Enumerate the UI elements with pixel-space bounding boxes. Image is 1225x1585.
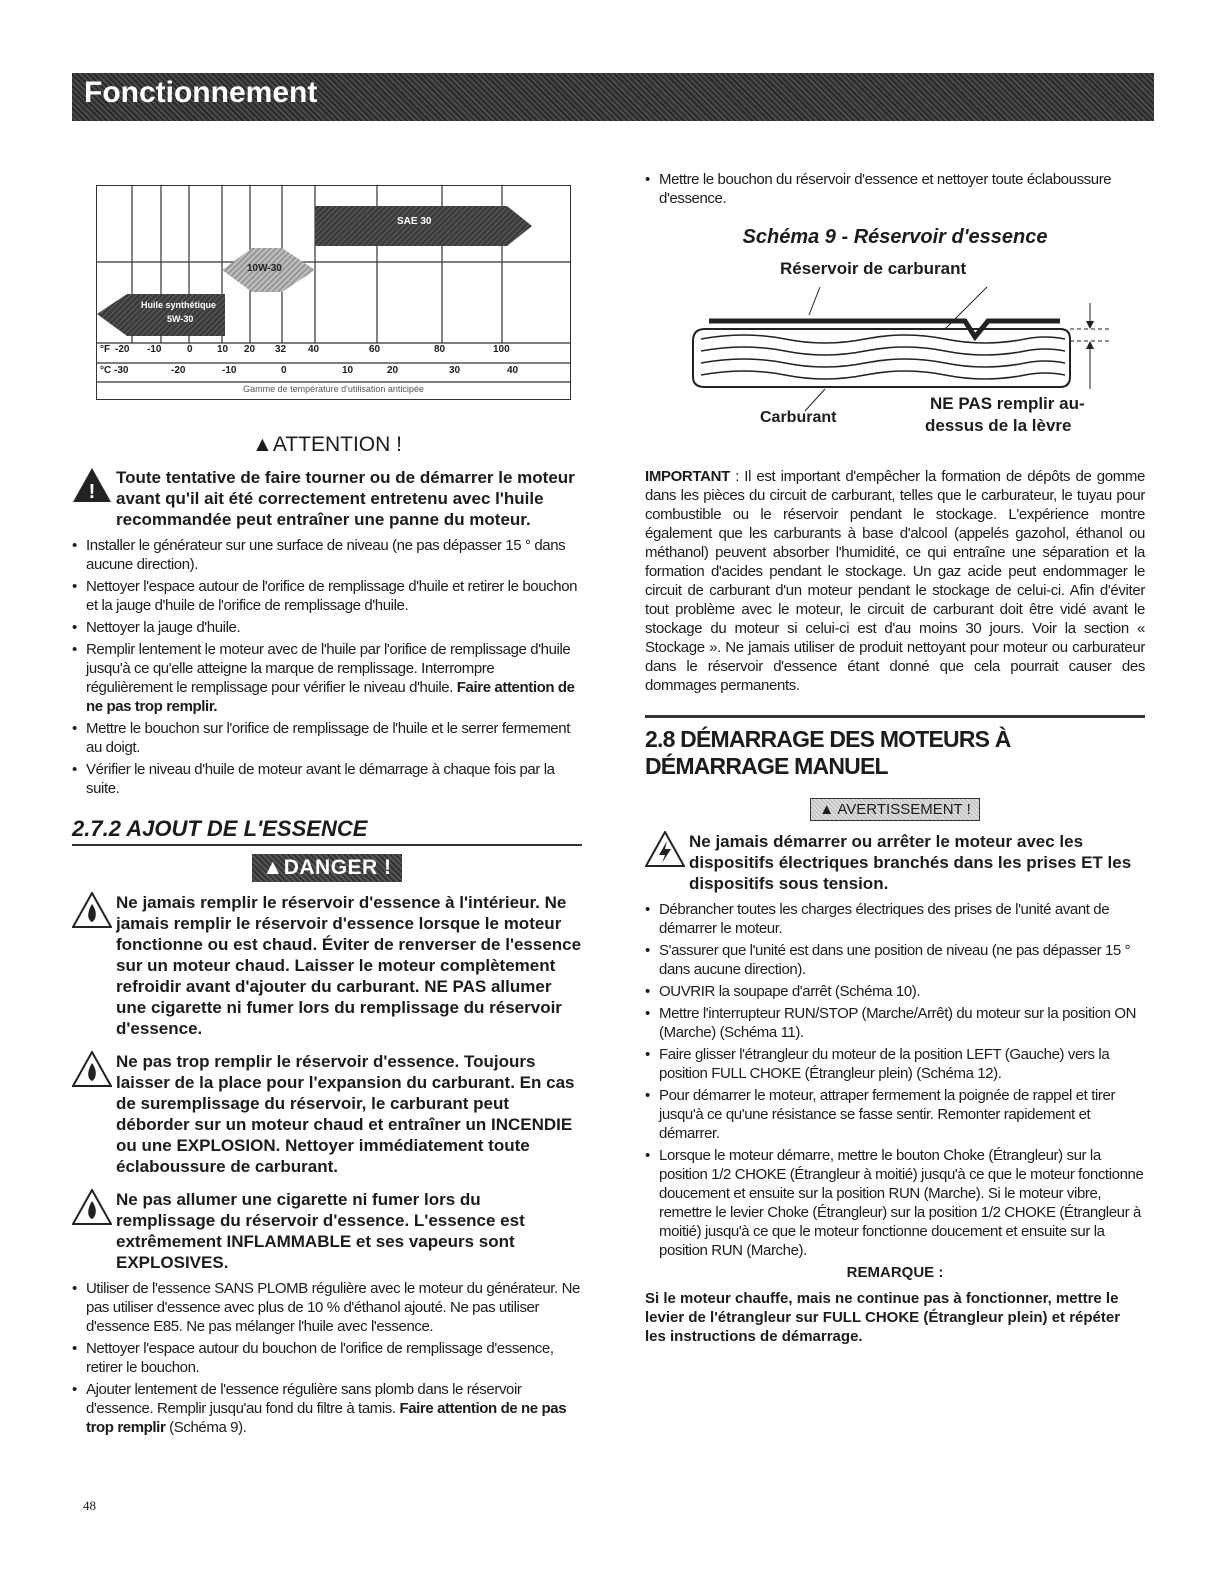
cap-bullets: [645, 170, 1145, 208]
banner-title: Fonctionnement: [84, 76, 318, 109]
c-tick: 40: [507, 365, 519, 376]
right-column: [645, 170, 1145, 1346]
list-item: • OUVRIR la soupape d'arrêt (Schéma 10).: [645, 982, 1145, 1001]
list-item: • Installer le générateur sur une surface de niveau (ne pas dépasser 15 ° dans aucune direction).: [72, 536, 582, 574]
list-item: • Nettoyer la jauge d'huile.: [72, 618, 582, 637]
fuel-label: Carburant: [760, 409, 837, 426]
warning-triangle-icon: ▲: [819, 801, 835, 818]
start-bullets: [645, 900, 1145, 1260]
electrical-warning-text: Ne jamais démarrer ou arrêter le moteur avec les dispositifs électriques branchés dans les prises ET les dispositifs sous tension.: [689, 832, 1132, 893]
synthetic-5w30-label: 5W-30: [167, 314, 194, 324]
c-tick: -10: [222, 365, 237, 376]
c-tick: 0: [281, 365, 287, 376]
danger-label-text: DANGER !: [283, 856, 392, 879]
last-bullet-bold: Faire attention de ne pas trop remplir: [86, 1400, 567, 1436]
list-item: • Lorsque le moteur démarre, mettre le bouton Choke (Étrangleur) sur la position 1/2 CHOKE (Étrangleur à moitié) jusqu'à ce que le moteur fonctionne doucement et ensuite sur la position RUN (Marche). Si le moteur vibre, remettre le levier Choke (Étrangleur) sur la position 1/2 CHOKE (Étrangleur à moitié) jusqu'à ce que le moteur fonctionne doucement et ensuite sur la position RUN (Marche).: [645, 1146, 1145, 1260]
section-banner: [72, 73, 1154, 121]
section-28-title: 2.8 DÉMARRAGE DES MOTEURS À DÉMARRAGE MANUEL: [645, 726, 1011, 779]
left-column: [72, 185, 582, 1440]
attention-warning-text: Toute tentative de faire tourner ou de démarrer le moteur avant qu'il ait été correctement entretenu avec l'huile recommandée peut entraîner une panne du moteur.: [116, 468, 575, 529]
c-tick: -20: [171, 365, 186, 376]
important-label: IMPORTANT: [645, 468, 730, 485]
fire-hazard-icon: [72, 1051, 112, 1087]
important-text: : Il est important d'empêcher la formation de dépôts de gomme dans les pièces du circuit de carburant, telles que le carburateur, le tuyau pour combustible ou le réservoir pendant le stockage. L'expérience montre également que les carburants à base d'alcool (appelés gazohol, éthanol ou méthanol) peuvent absorber l'humidité, ce qui entraîne une séparation et la formation d'acides pendant le stockage. Un gaz acide peut endommager le circuit de carburant d'un moteur pendant le stockage de celui-ci. Afin d'éviter tout problème avec le moteur, le circuit de carburant doit être vidé avant le stockage du moteur si celui-ci est d'au moins 30 jours. Voir la section « Stockage ». Ne jamais utiliser de produit nettoyant pour moteur ou carburateur dans le réservoir d'essence étant donné que cela pourrait causer des dommages permanents.: [645, 468, 1145, 694]
figure-title: Schéma 9 - Réservoir d'essence: [742, 226, 1048, 248]
danger-label-wrap: [72, 854, 582, 882]
f-tick: 32: [275, 344, 287, 355]
fuel-tank-figure: [665, 259, 1125, 439]
c-tick: °C -30: [100, 365, 129, 376]
danger-warning: [72, 1051, 582, 1177]
attention-warning: [72, 467, 582, 530]
fire-hazard-icon: [72, 1189, 112, 1225]
danger-label: [252, 854, 401, 882]
list-item: • Vérifier le niveau d'huile de moteur avant le démarrage à chaque fois par la suite.: [72, 760, 582, 798]
warning-triangle-icon: ▲: [252, 433, 273, 456]
attention-title: ATTENTION !: [272, 433, 402, 456]
svg-text:!: !: [88, 481, 96, 503]
f-tick: 20: [244, 344, 256, 355]
note-label: REMARQUE :: [846, 1264, 944, 1281]
electric-shock-icon: [645, 831, 685, 867]
last-bullet-text: Ajouter lentement de l'essence régulière sans plomb dans le réservoir d'essence. Remplir jusqu'au fond du filtre à tamis.: [86, 1381, 522, 1417]
fill-text: Remplir lentement le moteur avec de l'huile par l'orifice de remplissage d'huile jusqu'à ce qu'elle atteigne la marque de remplissage. Interrompre régulièrement le remplissage pour vérifier le niveau d'huile.: [86, 641, 571, 696]
f-unit: °F: [100, 344, 111, 355]
oil-temperature-chart: [96, 185, 571, 400]
oil-bullets: [72, 536, 582, 798]
sae30-label: SAE 30: [397, 216, 432, 227]
warning-label-wrap: [645, 798, 1145, 821]
f-tick: 80: [434, 344, 446, 355]
danger-warning: [72, 1189, 582, 1273]
no-fill-label-1: NE PAS remplir au-: [930, 394, 1085, 413]
f-tick: 100: [493, 344, 510, 355]
no-fill-label-2: dessus de la lèvre: [925, 416, 1072, 435]
f-tick: 60: [369, 344, 381, 355]
10w30-label: 10W-30: [247, 263, 282, 274]
list-item: [72, 640, 582, 716]
danger-warning-text: Ne pas allumer une cigarette ni fumer lors du remplissage du réservoir d'essence. L'essence est extrêmement INFLAMMABLE et ses vapeurs sont EXPLOSIVES.: [116, 1190, 525, 1272]
list-item: • Nettoyer l'espace autour du bouchon de l'orifice de remplissage d'essence, retirer le bouchon.: [72, 1339, 582, 1377]
list-item: • S'assurer que l'unité est dans une position de niveau (ne pas dépasser 15 ° dans aucune direction).: [645, 941, 1145, 979]
list-item: • Mettre le bouchon du réservoir d'essence et nettoyer toute éclaboussure d'essence.: [645, 170, 1145, 208]
warning-label-text: AVERTISSEMENT !: [837, 801, 971, 818]
f-tick: -20: [115, 344, 130, 355]
list-item: • Mettre l'interrupteur RUN/STOP (Marche/Arrêt) du moteur sur la position ON (Marche) (Schéma 11).: [645, 1004, 1145, 1042]
f-tick: 10: [217, 344, 229, 355]
synthetic-label: Huile synthétique: [141, 300, 217, 310]
fuel-bullets: [72, 1279, 582, 1437]
section-28-heading: [645, 715, 1145, 780]
c-tick: 30: [449, 365, 461, 376]
c-tick: 20: [387, 365, 399, 376]
section-272-heading: [72, 816, 582, 846]
warning-triangle-icon: ▲: [262, 856, 284, 879]
section-272-title: 2.7.2 AJOUT DE L'ESSENCE: [72, 816, 368, 841]
c-tick: 10: [342, 365, 354, 376]
f-tick: 0: [187, 344, 193, 355]
note-text: Si le moteur chauffe, mais ne continue pas à fonctionner, mettre le levier de l'étrangleur sur FULL CHOKE (Étrangleur plein) et répéter les instructions de démarrage.: [645, 1290, 1121, 1345]
warning-label: [810, 798, 980, 821]
tank-label: Réservoir de carburant: [780, 259, 967, 278]
danger-warning-text: Ne pas trop remplir le réservoir d'essence. Toujours laisser de la place pour l'expansion du carburant. En cas de suremplissage du réservoir, le carburant peut déborder sur un moteur chaud et entraîner un INCENDIE ou une EXPLOSION. Nettoyer immédiatement toute éclaboussure de carburant.: [116, 1052, 575, 1176]
page-number: 48: [83, 1498, 96, 1513]
list-item: • Mettre le bouchon sur l'orifice de remplissage de l'huile et le serrer fermement au doigt.: [72, 719, 582, 757]
fire-hazard-icon: [72, 892, 112, 928]
celsius-row: [97, 365, 570, 383]
chart-caption: Gamme de température d'utilisation anticipée: [243, 384, 424, 394]
electrical-warning: [645, 831, 1145, 894]
exclamation-triangle-icon: [72, 467, 112, 503]
list-item: • Pour démarrer le moteur, attraper fermement la poignée de rappel et tirer jusqu'à ce qu'une résistance se fasse sentir. Remonter rapidement et démarrer.: [645, 1086, 1145, 1143]
last-bullet-tail: (Schéma 9).: [169, 1419, 247, 1436]
danger-warning-text: Ne jamais remplir le réservoir d'essence à l'intérieur. Ne jamais remplir le réservoir d'essence lorsque le moteur fonctionne ou est chaud. Éviter de renverser de l'essence sur un moteur chaud. Laisser le moteur complètement refroidir avant d'ajouter du carburant. NE PAS allumer une cigarette ni fumer lors du remplissage du réservoir d'essence.: [116, 893, 582, 1038]
list-item: • Nettoyer l'espace autour de l'orifice de remplissage d'huile et retirer le bouchon et la jauge d'huile de l'orifice de remplissage d'huile.: [72, 577, 582, 615]
fahrenheit-row: [97, 344, 570, 362]
attention-heading: [72, 433, 582, 457]
list-item: • Utiliser de l'essence SANS PLOMB régulière avec le moteur du générateur. Ne pas utiliser d'essence avec plus de 10 % d'éthanol ajouté. Ne pas utiliser d'essence E85. Ne pas mélanger l'huile avec l'essence.: [72, 1279, 582, 1336]
important-paragraph: [645, 467, 1145, 695]
list-item: • Faire glisser l'étrangleur du moteur de la position LEFT (Gauche) vers la position FULL CHOKE (Étrangleur plein) (Schéma 12).: [645, 1045, 1145, 1083]
list-item: • Débrancher toutes les charges électriques des prises de l'unité avant de démarrer le moteur.: [645, 900, 1145, 938]
f-tick: 40: [308, 344, 320, 355]
list-item: [72, 1380, 582, 1437]
fill-bold: Faire attention de ne pas trop remplir.: [86, 679, 575, 715]
f-tick: -10: [147, 344, 162, 355]
danger-warning: [72, 892, 582, 1039]
